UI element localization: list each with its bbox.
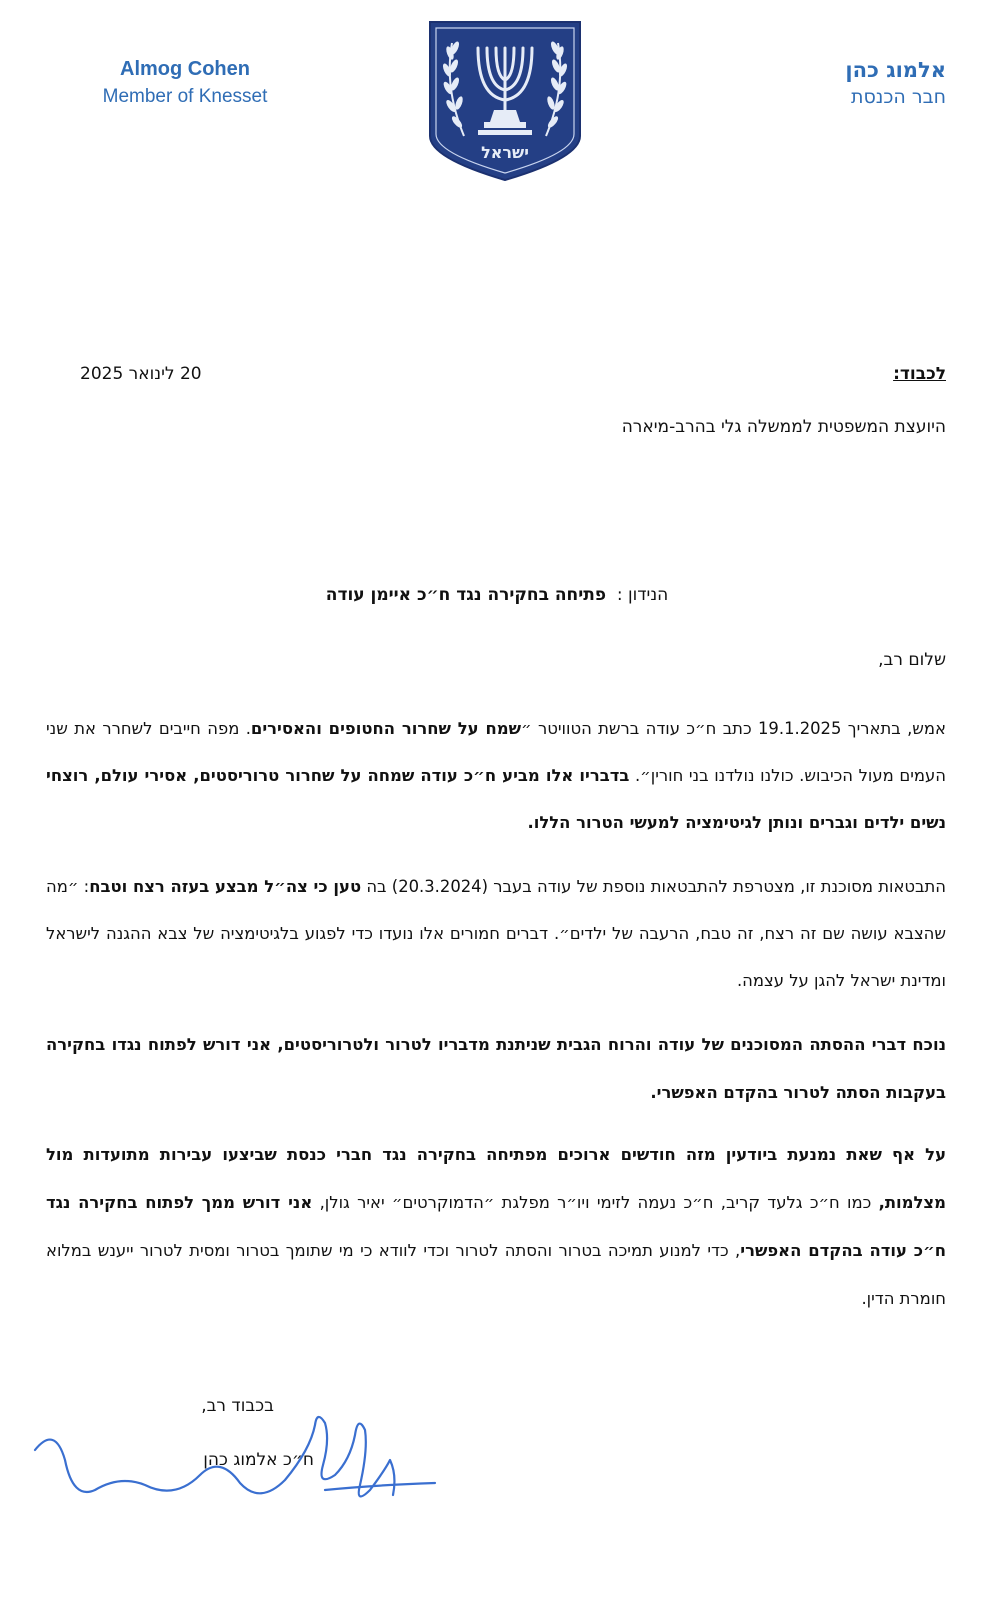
subject-text: פתיחה בחקירה נגד ח״כ איימן עודה [325,585,607,605]
p4-segment-bold: אני דורש ממך לפתוח בחקירה נגד ח״כ עודה בהקדם האפשרי [46,1193,946,1260]
letter-date: 20 לינואר 2025 [80,364,202,384]
greeting: שלום רב, [878,650,946,670]
closing: בכבוד רב, [201,1396,274,1416]
signer-name: ח״כ אלמוג כהן [203,1450,314,1470]
p1-segment-bold: שמח על שחרור החטופים והאסירים [250,719,522,738]
p2-segment: התבטאות מסוכנת זו, מצטרפת להתבטאות נוספת של עודה בעבר (20.3.2024) בה [361,877,946,896]
p4-segment: , כדי למנוע תמיכה בטרור והסתה לטרור וכדי לוודא כי מי שתומך בטרור ומסית לטרור ייענש במלוא חומרת הדין. [46,1241,946,1308]
p4-segment: כמו ח״כ גלעד קריב, ח״כ נעמה לזימי ויו״ר מפלגת ״הדמוקרטים״ יאיר גולן, [312,1193,879,1212]
letterhead-name-he: אלמוג כהן [845,58,946,82]
body-paragraph-4 [46,1131,946,1323]
body-paragraph-1 [46,705,946,846]
recipient: היועצת המשפטית לממשלה גלי בהרב-מיארה [621,417,946,437]
p1-segment: אמש, בתאריך 19.1.2025 כתב ח״כ עודה ברשת הטוויטר ״ [521,719,947,738]
letterhead-name-en: Almog Cohen [120,58,250,80]
handwritten-signature [25,1405,445,1515]
body-paragraph-2 [46,863,946,1004]
letterhead-role-he: חבר הכנסת [850,86,946,108]
subject-line [0,585,994,605]
letterhead-role-en: Member of Knesset [102,86,268,107]
p2-segment-bold: טען כי צה״ל מבצע בעזה רצח וטבח [89,877,362,896]
to-label: לכבוד: [893,364,946,384]
p2-segment: : ״מה שהצבא עושה שם זה רצח, זה טבח, הרעבה של ילדים״. דברים חמורים אלו נועדו כדי לפגוע בלגיטימציה של צבא ההגנה לישראל ומדינת ישראל להגן על עצמה. [46,877,946,990]
p1-segment-bold: בדבריו אלו מביע ח״כ עודה שמחה על שחרור טרוריסטים, אסירי עולם, רוצחי נשים ילדים וגברים ונותן לגיטימציה למעשי הטרור הללו. [46,766,946,832]
p4-segment-bold: על אף שאת נמנעת ביודעין מזה חודשים ארוכים מפתיחה בחקירה נגד חברי כנסת שביצעו עבירות מתועדות מול מצלמות, [46,1145,946,1212]
p1-segment: . מפה חייבים לשחרר את שני העמים מעול הכיבוש. כולנו נולדנו בני חורין״. [46,719,946,785]
emblem-text: ישראל [481,143,529,162]
subject-label: הנידון : [616,585,669,605]
body-paragraph-3 [46,1021,946,1117]
emblem-of-israel-icon [422,18,588,184]
p3-segment-bold: נוכח דברי ההסתה המסוכנים של עודה והרוח הגבית שניתנת מדבריו לטרור ולטרוריסטים, אני דורש לפתוח נגדו בחקירה בעקבות הסתה לטרור בהקדם האפשרי. [46,1035,946,1102]
